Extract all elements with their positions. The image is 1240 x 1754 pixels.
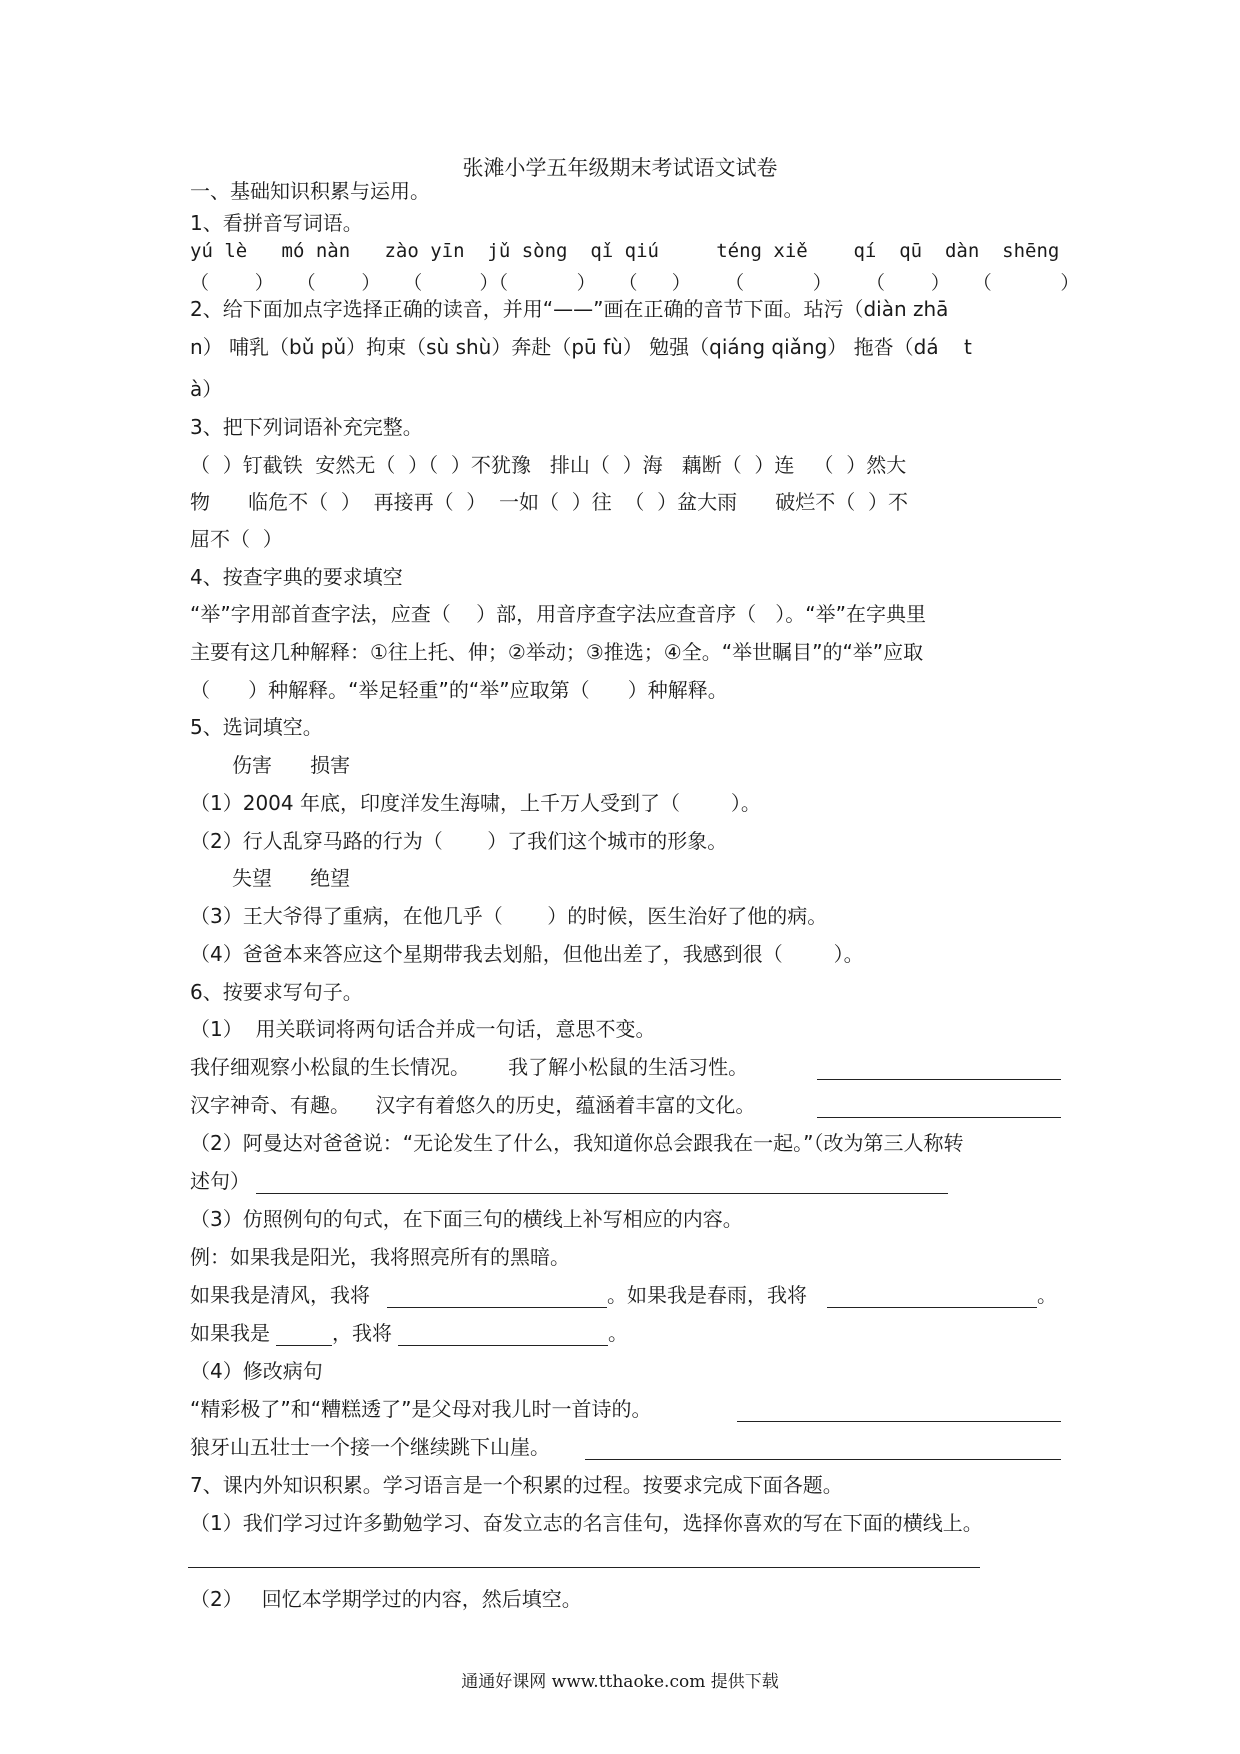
page-title: 张滩小学五年级期末考试语文试卷	[462, 156, 778, 180]
question-2-line: 2、给下面加点字选择正确的读音，并用“——”画在正确的音节下面。玷污（diàn zhā	[190, 297, 949, 321]
question-6-part: （1） 用关联词将两句话合并成一句话，意思不变。	[190, 1017, 656, 1041]
section-heading: 一、基础知识积累与运用。	[190, 179, 430, 203]
pinyin-row: yú lè mó nàn zào yīn jǔ sòng qǐ qiú téng xiě qí qū dàn shēng	[190, 240, 1060, 262]
answer-brackets-row: （ ） （ ） （ ）（ ） （ ） （ ） （ ） （ ）	[190, 272, 1080, 294]
question-5-sentence: （2）行人乱穿马路的行为（ ）了我们这个城市的形象。	[190, 829, 728, 853]
question-1-heading: 1、看拼音写词语。	[190, 211, 363, 235]
answer-line[interactable]	[387, 1307, 607, 1308]
question-5-heading: 5、选词填空。	[190, 715, 323, 739]
word-choices: 伤害 损害	[232, 753, 351, 777]
fill-prefix: 。如果我是春雨，我将	[607, 1283, 807, 1307]
answer-line[interactable]	[256, 1193, 948, 1194]
example-sentence: 例：如果我是阳光，我将照亮所有的黑暗。	[190, 1245, 570, 1269]
question-6-part: 述句）	[190, 1169, 250, 1193]
faulty-sentence: “精彩极了”和“糟糕透了”是父母对我儿时一首诗的。	[190, 1397, 652, 1421]
question-6-sentence: 汉字神奇、有趣。 汉字有着悠久的历史，蕴涵着丰富的文化。	[190, 1093, 756, 1117]
fill-suffix: 。	[1037, 1283, 1057, 1307]
question-6-heading: 6、按要求写句子。	[190, 980, 363, 1004]
answer-line[interactable]	[585, 1459, 1061, 1460]
question-2-line: n） 哺乳（bǔ pǔ）拘束（sù shù）奔赴（pū fù） 勉强（qiáng qiǎng） 拖沓（dá t	[190, 335, 972, 359]
faulty-sentence: 狼牙山五壮士一个接一个继续跳下山崖。	[190, 1435, 550, 1459]
fill-prefix: ，我将	[332, 1321, 392, 1345]
question-6-part: （4）修改病句	[190, 1359, 323, 1383]
fill-suffix: 。	[608, 1321, 628, 1345]
answer-line[interactable]	[827, 1307, 1037, 1308]
question-4-line: 主要有这几种解释：①往上托、伸；②举动；③推选；④全。“举世瞩目”的“举”应取	[190, 640, 924, 664]
question-3-line: （ ）钉截铁 安然无（ ）（ ）不犹豫 排山（ ）海 藕断（ ）连 （ ）然大	[190, 453, 907, 477]
question-4-heading: 4、按查字典的要求填空	[190, 565, 403, 589]
question-2-line: à）	[190, 377, 223, 401]
answer-line[interactable]	[817, 1079, 1061, 1080]
question-3-heading: 3、把下列词语补充完整。	[190, 415, 423, 439]
question-7-part: （2） 回忆本学期学过的内容，然后填空。	[190, 1587, 582, 1611]
question-5-sentence: （4）爸爸本来答应这个星期带我去划船，但他出差了，我感到很（ ）。	[190, 942, 864, 966]
question-5-sentence: （1）2004 年底，印度洋发生海啸，上千万人受到了（ ）。	[190, 791, 761, 815]
answer-line[interactable]	[817, 1117, 1061, 1118]
answer-line[interactable]	[398, 1345, 608, 1346]
question-4-line: “举”字用部首查字法，应查（ ）部，用音序查字法应查音序（ ）。“举”在字典里	[190, 602, 926, 626]
answer-line[interactable]	[188, 1567, 980, 1568]
question-6-part: （3）仿照例句的句式，在下面三句的横线上补写相应的内容。	[190, 1207, 743, 1231]
question-5-sentence: （3）王大爷得了重病，在他几乎（ ）的时候，医生治好了他的病。	[190, 904, 828, 928]
footer-credit: 通通好课网 www.tthaoke.com 提供下载	[461, 1672, 779, 1692]
question-3-line: 屈不（ ）	[190, 527, 283, 551]
answer-line[interactable]	[276, 1345, 332, 1346]
question-7-heading: 7、课内外知识积累。学习语言是一个积累的过程。按要求完成下面各题。	[190, 1473, 843, 1497]
question-4-line: （ ）种解释。“举足轻重”的“举”应取第（ ）种解释。	[190, 678, 728, 702]
word-choices: 失望 绝望	[232, 866, 351, 890]
fill-prefix: 如果我是	[190, 1321, 270, 1345]
answer-line[interactable]	[737, 1421, 1061, 1422]
question-3-line: 物 临危不（ ） 再接再（ ） 一如（ ）往 （ ）盆大雨 破烂不（ ）不	[190, 490, 909, 514]
question-6-part: （2）阿曼达对爸爸说：“无论发生了什么，我知道你总会跟我在一起。”（改为第三人称转	[190, 1131, 964, 1155]
question-6-sentence: 我仔细观察小松鼠的生长情况。 我了解小松鼠的生活习性。	[190, 1055, 749, 1079]
fill-prefix: 如果我是清风，我将	[190, 1283, 370, 1307]
question-7-part: （1）我们学习过许多勤勉学习、奋发立志的名言佳句，选择你喜欢的写在下面的横线上。	[190, 1511, 983, 1535]
